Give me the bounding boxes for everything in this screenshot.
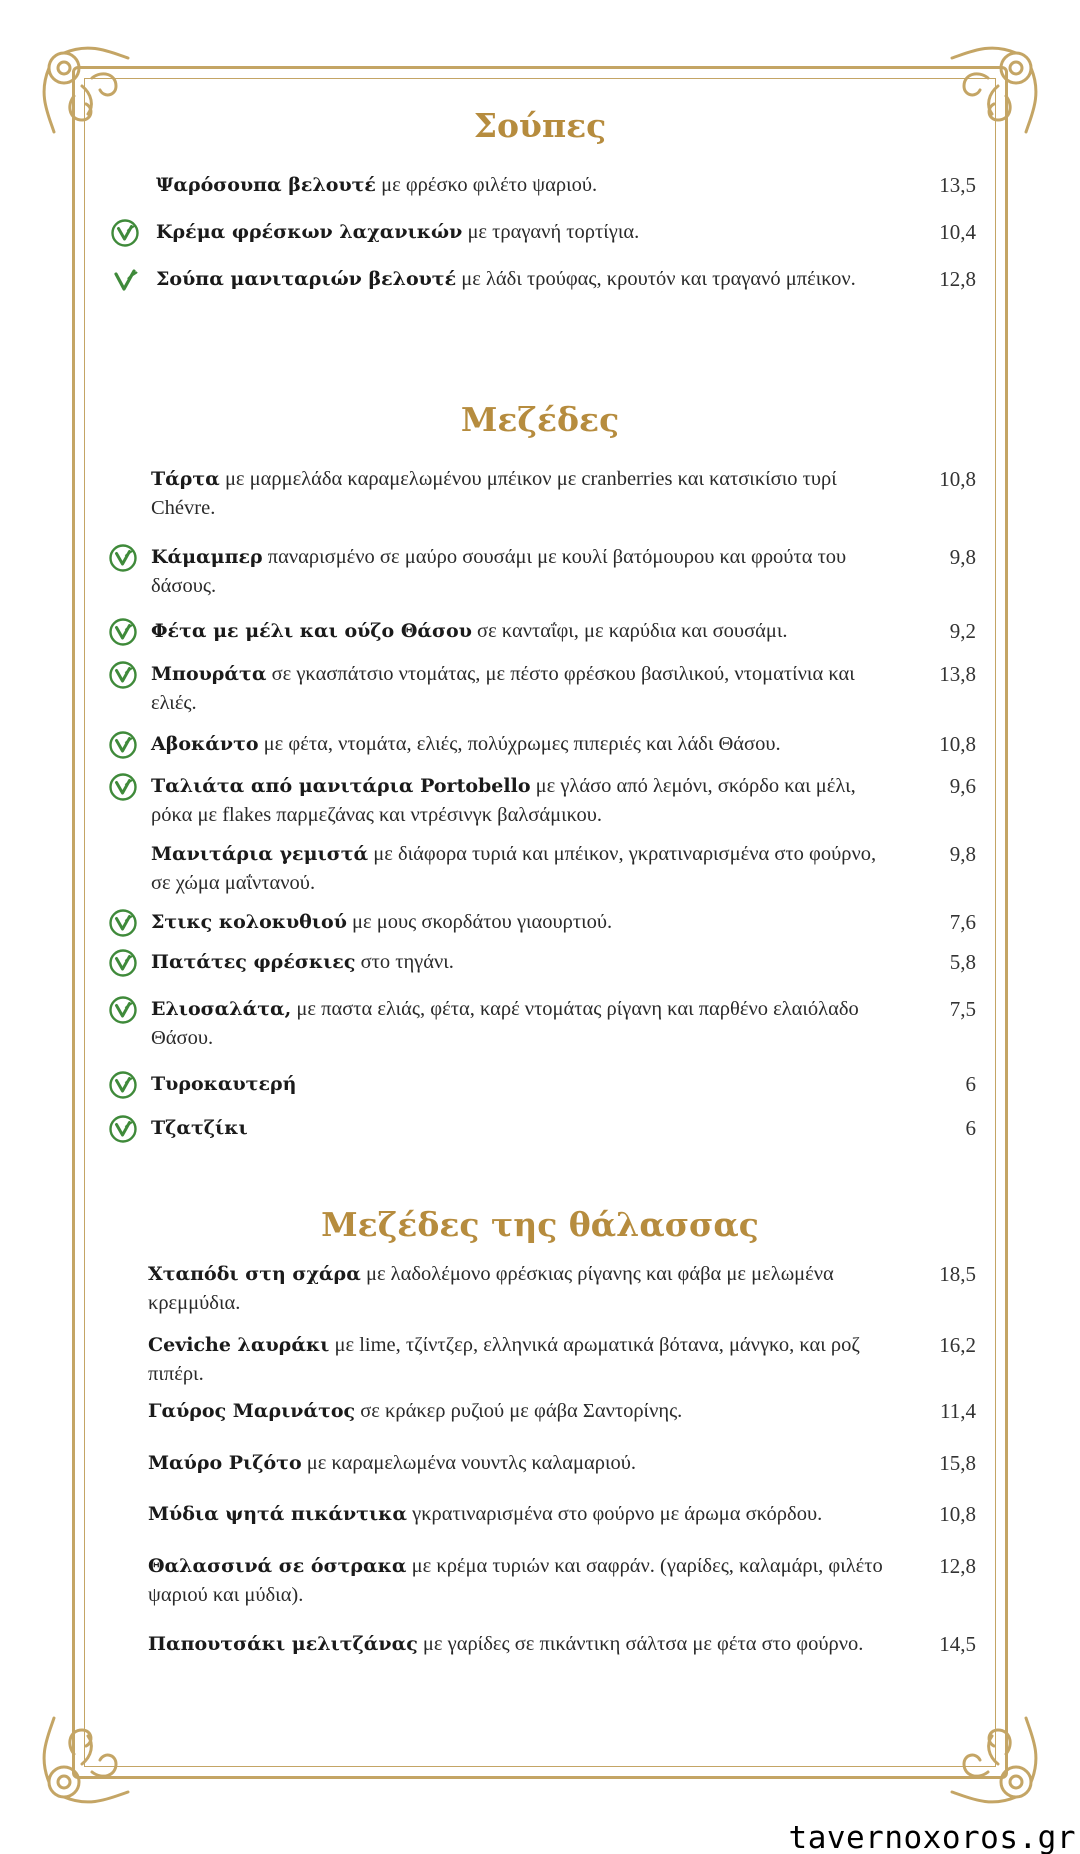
item-name: Φέτα με μέλι και ούζο Θάσου bbox=[151, 620, 472, 642]
item-price: 15,8 bbox=[939, 1451, 976, 1475]
item-price: 18,5 bbox=[939, 1262, 976, 1286]
item-price: 9,6 bbox=[949, 774, 976, 798]
vegetarian-icon bbox=[108, 948, 138, 978]
vegetarian-icon bbox=[108, 995, 138, 1025]
corner-ornament-icon bbox=[910, 34, 1050, 174]
item-price: 11,4 bbox=[940, 1399, 976, 1423]
item-price: 7,6 bbox=[949, 910, 976, 934]
item-name: Κάμαμπερ bbox=[151, 546, 263, 568]
item-name: Στικς κολοκυθιού bbox=[151, 911, 347, 933]
item-name: Γαύρος Μαρινάτος bbox=[148, 1400, 356, 1422]
item-name: Τάρτα bbox=[151, 468, 220, 490]
item-description: με lime, τζίντζερ, ελληνικά αρωματικά βότανα, μάνγκο, και ροζ πιπέρι. bbox=[148, 1334, 860, 1385]
item-name: Σούπα μανιταριών βελουτέ bbox=[156, 268, 457, 290]
vegetarian-icon bbox=[108, 1070, 138, 1100]
item-description: σε κράκερ ρυζιού με φάβα Σαντορίνης. bbox=[360, 1400, 683, 1422]
item-name: Ceviche λαυράκι bbox=[148, 1334, 330, 1356]
item-name: Ταλιάτα από μανιτάρια Portobello bbox=[151, 775, 531, 797]
item-description: με λαδολέμονο φρέσκιας ρίγανης και φάβα με μελωμένα κρεμμύδια. bbox=[148, 1263, 834, 1314]
item-description: με φέτα, ντομάτα, ελιές, πολύχρωμες πιπεριές και λάδι Θάσου. bbox=[263, 733, 781, 755]
item-name: Ψαρόσουπα βελουτέ bbox=[156, 174, 376, 196]
item-name: Μαύρο Ριζότο bbox=[148, 1452, 302, 1474]
item-description: με καραμελωμένα νουντλς καλαμαριού. bbox=[306, 1452, 637, 1474]
item-description: με τραγανή τορτίγια. bbox=[467, 221, 640, 243]
item-price: 16,2 bbox=[939, 1333, 976, 1357]
item-description: με μους σκορδάτου γιαουρτιού. bbox=[352, 911, 613, 933]
item-description: παναρισμένο σε μαύρο σουσάμι με κουλί βατόμουρου και φρούτα του δάσους. bbox=[151, 546, 847, 597]
item-name: Ελιοσαλάτα, bbox=[151, 998, 292, 1020]
section-title-soups: Σούπες bbox=[473, 106, 607, 145]
item-name: Πατάτες φρέσκιες bbox=[151, 951, 356, 973]
item-description: στο τηγάνι. bbox=[360, 951, 454, 973]
site-watermark: tavernoxoros.gr bbox=[740, 1822, 1080, 1854]
item-price: 9,2 bbox=[949, 619, 976, 643]
vegetarian-icon bbox=[108, 1114, 138, 1144]
section-title-meze: Μεζέδες bbox=[460, 400, 620, 439]
item-name: Μπουράτα bbox=[151, 663, 267, 685]
item-name: Θαλασσινά σε όστρακα bbox=[148, 1555, 407, 1577]
item-name: Κρέμα φρέσκων λαχανικών bbox=[156, 221, 463, 243]
item-description: με γαρίδες σε πικάντικη σάλτσα με φέτα στο φούρνο. bbox=[422, 1633, 864, 1655]
item-name: Παπουτσάκι μελιτζάνας bbox=[148, 1633, 418, 1655]
item-name: Μανιτάρια γεμιστά bbox=[151, 843, 369, 865]
item-price: 6 bbox=[965, 1072, 976, 1096]
item-price: 12,8 bbox=[939, 267, 976, 291]
item-description: με κρέμα τυριών και σαφράν. (γαρίδες, καλαμάρι, φιλέτο ψαριού και μύδια). bbox=[148, 1555, 883, 1606]
item-price: 10,8 bbox=[939, 1502, 976, 1526]
section-title-seafood: Μεζέδες της θάλασσας bbox=[321, 1205, 759, 1244]
corner-ornament-icon bbox=[30, 34, 170, 174]
vegetarian-icon bbox=[108, 772, 138, 802]
item-name: Μύδια ψητά πικάντικα bbox=[148, 1503, 408, 1525]
item-name: Τζατζίκι bbox=[151, 1117, 248, 1139]
item-price: 9,8 bbox=[949, 545, 976, 569]
item-description: με φρέσκο φιλέτο ψαριού. bbox=[381, 174, 598, 196]
corner-ornament-icon bbox=[910, 1676, 1050, 1816]
item-price: 10,4 bbox=[939, 220, 976, 244]
item-price: 6 bbox=[965, 1116, 976, 1140]
item-description: γκρατιναρισμένα στο φούρνο με άρωμα σκόρδου. bbox=[412, 1503, 823, 1525]
item-price: 9,8 bbox=[949, 842, 976, 866]
item-description: με λάδι τρούφας, κρουτόν και τραγανό μπέικον. bbox=[461, 268, 856, 290]
item-price: 13,5 bbox=[939, 173, 976, 197]
vegetarian-icon bbox=[108, 543, 138, 573]
item-name: Χταπόδι στη σχάρα bbox=[148, 1263, 361, 1285]
vegetarian-icon bbox=[110, 218, 140, 248]
item-price: 10,8 bbox=[939, 467, 976, 491]
item-description: με μαρμελάδα καραμελωμένου μπέικον με cranberries και κατσικίσιο τυρί Chévre. bbox=[151, 468, 837, 519]
vegetarian-icon bbox=[108, 908, 138, 938]
item-price: 13,8 bbox=[939, 662, 976, 686]
vegetarian-icon bbox=[108, 617, 138, 647]
item-name: Τυροκαυτερή bbox=[151, 1073, 297, 1095]
item-price: 5,8 bbox=[949, 950, 976, 974]
item-description: σε κανταΐφι, με καρύδια και σουσάμι. bbox=[477, 620, 788, 642]
item-description: σε γκασπάτσιο ντομάτας, με πέστο φρέσκου βασιλικού, ντοματίνια και ελιές. bbox=[151, 663, 855, 714]
item-price: 12,8 bbox=[939, 1554, 976, 1578]
item-description: με διάφορα τυριά και μπέικον, γκρατιναρισμένα στο φούρνο, σε χώμα μαΐντανού. bbox=[151, 843, 877, 894]
item-name: Αβοκάντο bbox=[151, 733, 259, 755]
item-description: με γλάσο από λεμόνι, σκόρδο και μέλι, ρόκα με flakes παρμεζάνας και ντρέσινγκ βαλσάμικου. bbox=[151, 775, 856, 826]
vegetarian-icon bbox=[108, 660, 138, 690]
item-price: 10,8 bbox=[939, 732, 976, 756]
vegetarian-icon bbox=[108, 730, 138, 760]
item-price: 7,5 bbox=[949, 997, 976, 1021]
item-price: 14,5 bbox=[939, 1632, 976, 1656]
corner-ornament-icon bbox=[30, 1676, 170, 1816]
item-description: με παστα ελιάς, φέτα, καρέ ντομάτας ρίγανη και παρθένο ελαιόλαδο Θάσου. bbox=[151, 998, 859, 1049]
leaf-icon bbox=[110, 265, 140, 295]
